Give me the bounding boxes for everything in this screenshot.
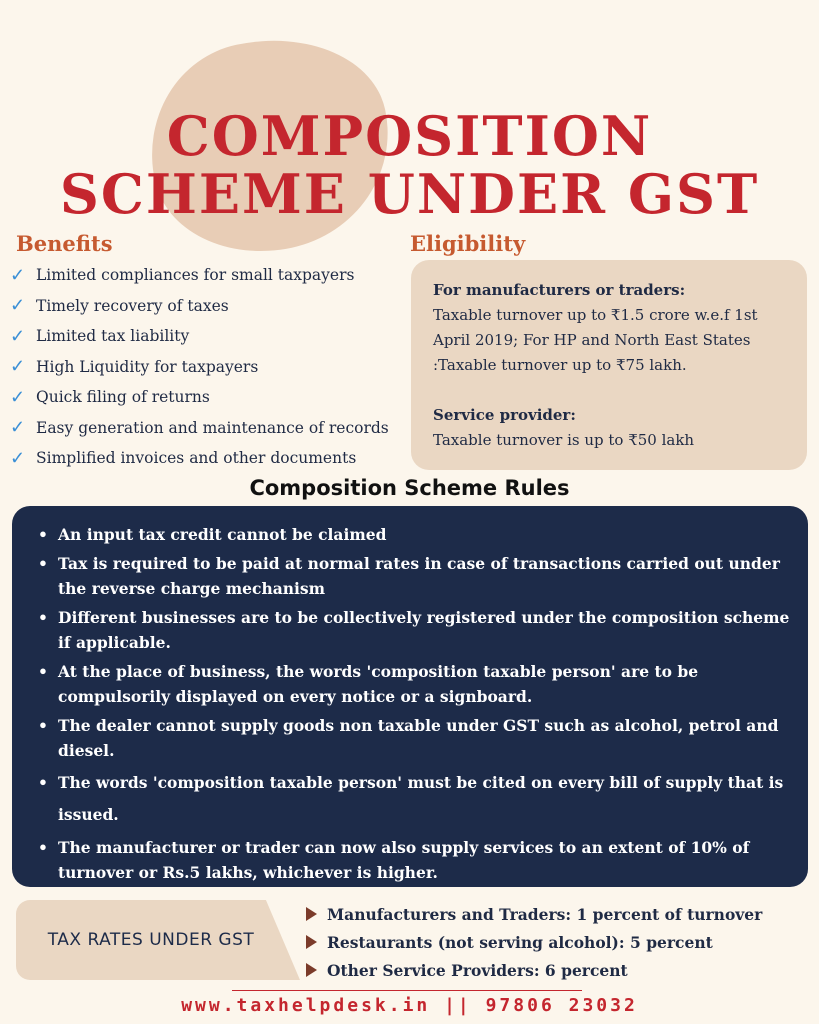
eligibility-box [411, 260, 807, 470]
benefits-heading: Benefits [16, 231, 113, 256]
check-icon: ✓ [10, 295, 26, 317]
eligibility-heading: Eligibility [410, 231, 526, 256]
rule-item: • The words 'composition taxable person' must be cited on every bill of supply that is issued. [38, 767, 792, 831]
check-icon: ✓ [10, 417, 26, 439]
benefit-item: ✓ Timely recovery of taxes [10, 295, 229, 317]
rules-list [38, 522, 792, 885]
manufacturers-text: Taxable turnover up to ₹1.5 crore w.e.f 1st April 2019; For HP and North East States :Taxable turnover up to ₹75 lakh. [433, 306, 758, 374]
rules-box [12, 506, 808, 887]
rule-item: • At the place of business, the words 'composition taxable person' are to be compulsorily displayed on every notice or a signboard. [38, 659, 792, 709]
footer-divider [232, 990, 582, 991]
benefit-item: ✓ Easy generation and maintenance of records [10, 417, 389, 439]
benefit-item: ✓ Limited compliances for small taxpayers [10, 264, 355, 286]
rule-item: • Tax is required to be paid at normal rates in case of transactions carried out under the reverse charge mechanism [38, 551, 792, 601]
benefit-item: ✓ Simplified invoices and other documents [10, 447, 357, 469]
check-icon: ✓ [10, 447, 26, 469]
benefit-item: ✓ High Liquidity for taxpayers [10, 356, 259, 378]
rule-item: • The dealer cannot supply goods non taxable under GST such as alcohol, petrol and diesel. [38, 713, 792, 763]
tax-rates-heading: TAX RATES UNDER GST [47, 930, 255, 950]
check-icon: ✓ [10, 356, 26, 378]
tax-rate-item: Manufacturers and Traders: 1 percent of turnover [306, 900, 762, 928]
tax-rates-list [306, 900, 762, 984]
page-title-line1: COMPOSITION [166, 104, 653, 168]
service-provider-label: Service provider: [433, 406, 576, 424]
triangle-arrow-icon [306, 935, 317, 949]
benefit-item: ✓ Quick filing of returns [10, 386, 210, 408]
benefit-item: ✓ Limited tax liability [10, 325, 190, 347]
rule-item: • An input tax credit cannot be claimed [38, 522, 792, 547]
check-icon: ✓ [10, 386, 26, 408]
check-icon: ✓ [10, 325, 26, 347]
service-provider-text: Taxable turnover is up to ₹50 lakh [433, 431, 695, 449]
triangle-arrow-icon [306, 907, 317, 921]
rules-heading: Composition Scheme Rules [249, 476, 570, 500]
tax-rate-item: Restaurants (not serving alcohol): 5 percent [306, 928, 762, 956]
check-icon: ✓ [10, 264, 26, 286]
rule-item: • Different businesses are to be collectively registered under the composition scheme if applicable. [38, 605, 792, 655]
footer-contact: www.taxhelpdesk.in || 97806 23032 [181, 995, 638, 1016]
benefits-list [10, 260, 389, 474]
triangle-arrow-icon [306, 963, 317, 977]
manufacturers-label: For manufacturers or traders: [433, 281, 686, 299]
rule-item: • The manufacturer or trader can now also supply services to an extent of 10% of turnover or Rs.5 lakhs, whichever is higher. [38, 835, 792, 885]
tax-rate-item: Other Service Providers: 6 percent [306, 956, 762, 984]
page-title-line2: SCHEME UNDER GST [59, 162, 760, 226]
